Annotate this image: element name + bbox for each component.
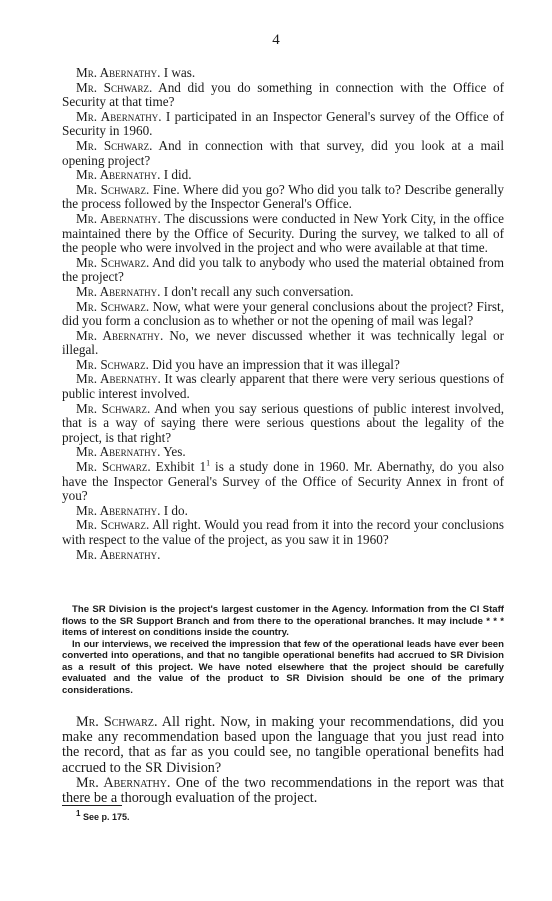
transcript-paragraph [62, 402, 504, 446]
speaker-name: Mr. Schwarz. [76, 714, 158, 730]
transcript-paragraph [62, 518, 504, 547]
speaker-name: Mr. Abernathy. [76, 546, 161, 562]
paragraph-text: Did you have an impression that it was illegal? [148, 356, 400, 372]
transcript-paragraph [62, 183, 504, 212]
paragraph-text: I participated in an Inspector General's survey of the Office of Security in 1960. [62, 108, 504, 139]
speaker-name: Mr. Abernathy. [76, 774, 171, 791]
transcript-paragraph [62, 329, 504, 358]
speaker-name: Mr. Abernathy. [76, 65, 161, 80]
transcript-paragraph [62, 460, 504, 504]
transcript-paragraph [62, 300, 504, 329]
paragraph-text: Exhibit 1 [150, 459, 207, 475]
transcript-paragraph [62, 358, 504, 373]
speaker-name: Mr. Abernathy. [76, 108, 162, 124]
page-number: 4 [272, 32, 280, 48]
transcript-paragraph [62, 66, 504, 81]
speaker-name: Mr. Schwarz. [76, 356, 149, 372]
speaker-name: Mr. Schwarz. [76, 459, 151, 475]
paragraph-text: The discussions were conducted in New York City, in the office maintained there by the Office of Security. During the survey, we talked to all of the people who were involved in the project and who were available at that time. [62, 210, 504, 256]
footnote-rule [62, 805, 122, 806]
paragraph-text: And when you say serious questions of public interest involved, that is a way of saying there were serious questions about the legality of the project, is that right? [62, 400, 504, 445]
transcript-paragraph [62, 715, 504, 776]
speaker-name: Mr. Abernathy. [76, 371, 161, 387]
speaker-name: Mr. Schwarz. [76, 298, 150, 314]
paragraph-text: And did you talk to anybody who used the material obtained from the project? [62, 254, 504, 285]
transcript-paragraph [62, 110, 504, 139]
paragraph-text: I do. [160, 502, 188, 518]
paragraph-text: Fine. Where did you go? Who did you talk to? Describe generally the process followed by the Inspector General's Office. [62, 181, 505, 212]
speaker-name: Mr. Schwarz. [76, 517, 150, 533]
paragraph-text: And in connection with that survey, did you look at a mail opening project? [62, 137, 504, 168]
extract-paragraph: In our interviews, we received the impression that few of the operational leads have ever been converted into operations, and that no tangible operational benefits had accrued to SR Division as a result of this project. We have noted elsewhere that the project should be carefully evaluated and the value of the product to SR Division should be one of the primary considerations. [62, 638, 504, 696]
paragraph-text: One of the two recommendations in the report was that there be a thorough evaluation of the project. [62, 774, 504, 807]
transcript-paragraph [62, 372, 504, 401]
paragraph-text: Yes. [160, 444, 186, 460]
extract-paragraph: The SR Division is the project's largest customer in the Agency. Information from the CI Staff flows to the SR Support Branch and from there to the operational branches. It may include * * * items of interest on conditions inside the country. [62, 604, 504, 638]
footnote-marker: 1 [76, 809, 81, 818]
transcript-paragraph [62, 445, 504, 460]
speaker-name: Mr. Schwarz. [76, 137, 153, 153]
transcript-body [62, 66, 504, 562]
speaker-name: Mr. Schwarz. [76, 254, 150, 270]
paragraph-text: All right. Would you read from it into the record your conclusions with respect to the value of the project, as you saw it in 1960? [62, 517, 504, 547]
footnote-text: See p. 175. [80, 812, 130, 822]
transcript-paragraph [62, 139, 504, 168]
paragraph-text: All right. Now, in making your recommendations, did you make any recommendation based upon the language that you just read into the record, that as far as you could see, no tangible operational benefits had accrued to the SR Division? [62, 714, 504, 776]
transcript-paragraph [62, 285, 504, 300]
quoted-extract [62, 604, 504, 696]
speaker-name: Mr. Schwarz. [76, 79, 153, 95]
paragraph-text: Now, what were your general conclusions about the project? First, did you form a conclusion as to whether or not the opening of mail was legal? [62, 298, 504, 329]
paragraph-text: I did. [160, 167, 192, 183]
footnote [76, 809, 130, 822]
speaker-name: Mr. Abernathy. [76, 283, 161, 299]
paragraph-text: No, we never discussed whether it was technically legal or illegal. [62, 327, 504, 358]
transcript-paragraph [62, 504, 504, 519]
transcript-paragraph [62, 81, 504, 110]
transcript-paragraph [62, 256, 504, 285]
speaker-name: Mr. Abernathy. [76, 502, 161, 518]
transcript-body-continued [62, 715, 504, 806]
speaker-name: Mr. Abernathy. [76, 327, 164, 343]
transcript-paragraph [62, 776, 504, 806]
paragraph-text: And did you do something in connection with the Office of Security at that time? [62, 79, 504, 110]
speaker-name: Mr. Abernathy. [76, 210, 161, 226]
speaker-name: Mr. Abernathy. [76, 167, 161, 183]
footnote-reference: 1 [206, 458, 211, 468]
speaker-name: Mr. Schwarz. [76, 181, 150, 197]
transcript-paragraph [62, 548, 504, 563]
transcript-paragraph [62, 212, 504, 256]
paragraph-text: It was clearly apparent that there were very serious questions of public interest involved. [62, 371, 504, 402]
paragraph-text: I was. [160, 65, 196, 80]
transcript-paragraph [62, 168, 504, 183]
paragraph-text: I don't recall any such conversation. [160, 283, 354, 299]
paragraph-text: is a study done in 1960. Mr. Abernathy, do you also have the Inspector General's Survey of the Office of Security Annex in front of you? [62, 459, 504, 504]
speaker-name: Mr. Schwarz. [76, 400, 151, 416]
speaker-name: Mr. Abernathy. [76, 444, 161, 460]
